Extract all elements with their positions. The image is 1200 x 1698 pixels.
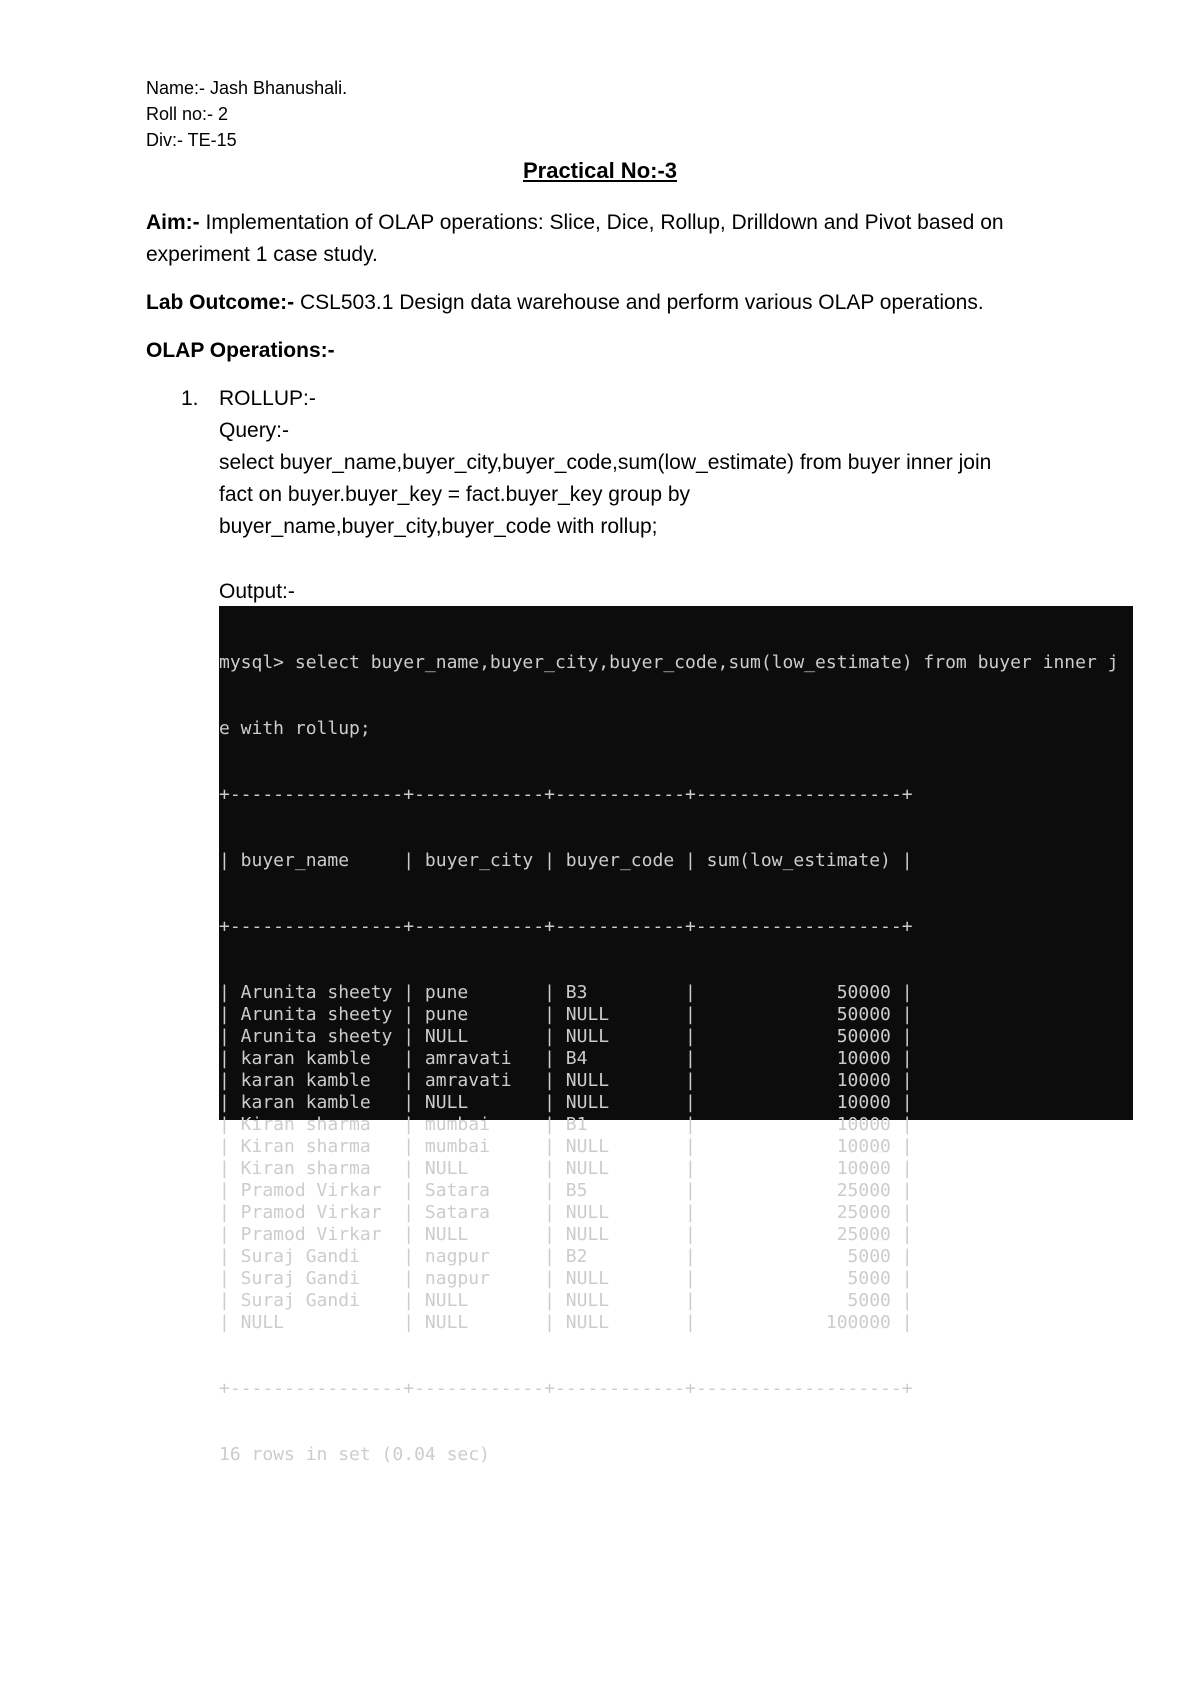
operation-number: 1. [181, 387, 199, 410]
terminal-screenshot [219, 606, 1133, 1465]
operations-heading: OLAP Operations:- [146, 339, 335, 362]
table-row: | karan kamble | NULL | NULL | 10000 | [219, 1092, 913, 1113]
table-border: +----------------+------------+------------+-------------------+ [219, 1378, 913, 1399]
table-row: | Pramod Virkar | Satara | B5 | 25000 | [219, 1180, 913, 1201]
table-border: +----------------+------------+------------+-------------------+ [219, 784, 913, 805]
table-row: | Kiran sharma | NULL | NULL | 10000 | [219, 1158, 913, 1179]
table-row: | Arunita sheety | pune | NULL | 50000 | [219, 1004, 913, 1025]
table-row: | Suraj Gandi | NULL | NULL | 5000 | [219, 1290, 913, 1311]
table-header-row: | buyer_name | buyer_city | buyer_code | sum(low_estimate) | [219, 850, 913, 871]
operation-name: ROLLUP:- [219, 387, 316, 410]
table-border: +----------------+------------+------------+-------------------+ [219, 916, 913, 937]
table-row: | karan kamble | amravati | NULL | 10000 | [219, 1070, 913, 1091]
aim-label: Aim:- [146, 211, 200, 234]
terminal-footer: 16 rows in set (0.04 sec) [219, 1444, 490, 1465]
page-title: Practical No:-3 [522, 158, 678, 183]
table-row: | Arunita sheety | NULL | NULL | 50000 | [219, 1026, 913, 1047]
table-row: | NULL | NULL | NULL | 100000 | [219, 1312, 913, 1333]
lab-outcome-text: CSL503.1 Design data warehouse and perform various OLAP operations. [294, 291, 984, 314]
table-row: | Arunita sheety | pune | B3 | 50000 | [219, 982, 913, 1003]
terminal-command-line: e with rollup; [219, 718, 371, 739]
table-row: | Pramod Virkar | Satara | NULL | 25000 | [219, 1202, 913, 1223]
table-row: | Kiran sharma | mumbai | B1 | 10000 | [219, 1114, 913, 1135]
division: Div:- TE-15 [146, 130, 237, 150]
operation-item [219, 383, 1069, 543]
roll-number: Roll no:- 2 [146, 104, 229, 124]
query-line: fact on buyer.buyer_key = fact.buyer_key group by [219, 483, 691, 506]
query-label: Query:- [219, 419, 290, 442]
table-row: | Pramod Virkar | NULL | NULL | 25000 | [219, 1224, 913, 1245]
query-line: select buyer_name,buyer_city,buyer_code,sum(low_estimate) from buyer inner join [219, 451, 992, 474]
aim-text-line2: experiment 1 case study. [146, 243, 378, 266]
terminal-command-line: mysql> select buyer_name,buyer_city,buyer_code,sum(low_estimate) from buyer inner j [219, 652, 1119, 673]
student-name: Name:- Jash Bhanushali. [146, 78, 348, 98]
table-body [219, 982, 1133, 1334]
table-row: | Kiran sharma | mumbai | NULL | 10000 | [219, 1136, 913, 1157]
query-line: buyer_name,buyer_city,buyer_code with rollup; [219, 515, 658, 538]
aim-paragraph [146, 207, 1066, 271]
table-row: | Suraj Gandi | nagpur | B2 | 5000 | [219, 1246, 913, 1267]
lab-outcome-paragraph [146, 287, 1066, 319]
table-row: | Suraj Gandi | nagpur | NULL | 5000 | [219, 1268, 913, 1289]
lab-outcome-label: Lab Outcome:- [146, 291, 295, 314]
output-label: Output:- [219, 580, 295, 603]
aim-text-line1: Implementation of OLAP operations: Slice, Dice, Rollup, Drilldown and Pivot based on [199, 211, 1004, 234]
table-row: | karan kamble | amravati | B4 | 10000 | [219, 1048, 913, 1069]
terminal-output [219, 606, 1133, 1510]
